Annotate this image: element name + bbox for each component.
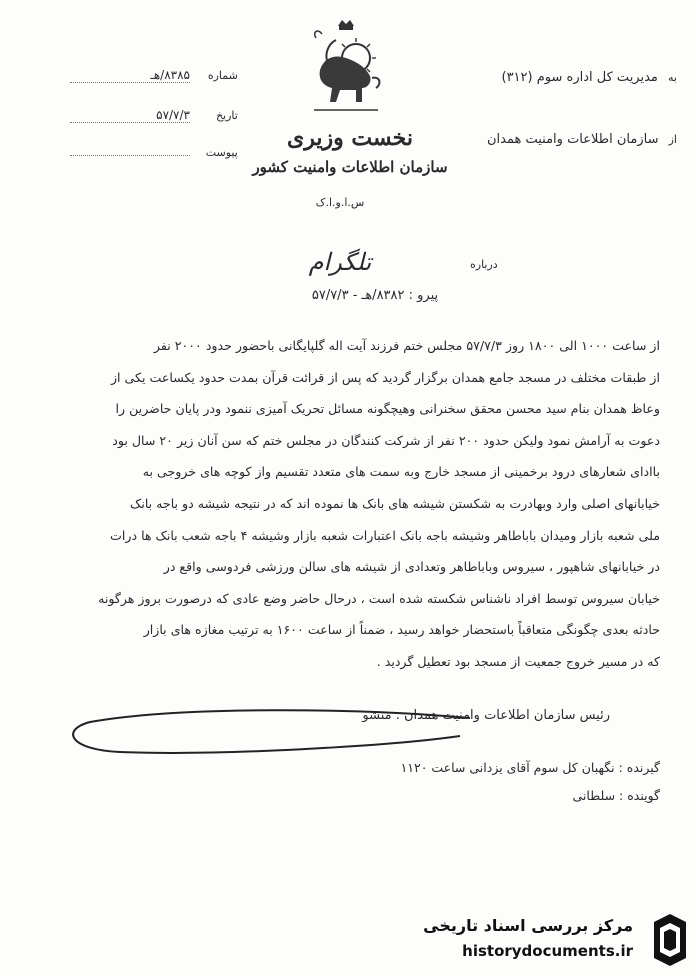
body-line: وعاظ همدان بنام سید محسن محقق سخنرانی وهیچگونه مسائل تحریک آمیزی ننمود ودر پایان حاضرین را (115, 401, 660, 417)
body-line: خیابانهای اصلی وارد وبهادرت به شکستن شیشه های بانک ها نموده اند که در نتیجه شیشه دو باجه بانک (130, 495, 660, 511)
attachment-value (70, 155, 190, 156)
letterhead-organization: سازمان اطلاعات وامنیت کشور (252, 158, 448, 176)
archive-logo-icon (650, 912, 690, 968)
body-line: دعوت به آرامش نمود ولیکن حدود ۲۰۰ نفر از شرکت کنندگان در مجلس ختم که سن آنان زیر ۲۰ سال بود (112, 432, 660, 448)
to-label: به (668, 71, 677, 84)
date-field (70, 108, 238, 123)
to-value: مدیریت کل اداره سوم (۳۱۲) (501, 70, 658, 85)
body-line: باادای شعارهای درود برخمینی از مسجد خارج وبه سمت های متعدد تقسیم واز کوچه های خروجی به (142, 464, 660, 480)
body-line: خیابان سیروس توسط افراد ناشناس شکسته شده است ، درحال حاضر وضع عادی که درصورت بروز هرگونه (98, 590, 660, 606)
number-field (70, 68, 238, 83)
lion-and-sun-emblem-icon (306, 18, 386, 118)
letterhead-title: نخست وزیری (287, 125, 413, 151)
letterhead-abbreviation: س.ا.و.ا.ک (315, 196, 365, 209)
body-line: از ساعت ۱۰۰۰ الی ۱۸۰۰ روز ۵۷/۷/۳ مجلس ختم فرزند آیت اله گلپایگانی باحضور حدود ۲۰۰۰ نفر (153, 338, 660, 353)
body-line: در خیابانهای شاهپور ، سیروس وباباطاهر وتعدادی از شیشه های سالن ورزشی فردوسی واقع در (163, 559, 660, 575)
from-field (487, 132, 677, 147)
watermark-english: historydocuments.ir (462, 942, 633, 960)
from-label: از (668, 133, 677, 146)
body-line: حادثه بعدی چگونگی متعاقباً باستحضار خواهد رسید ، ضمناً از ساعت ۱۶۰۰ به ترتیب مغازه های بازار (143, 622, 660, 638)
from-value: سازمان اطلاعات وامنیت همدان (486, 132, 659, 147)
recipient-line: گیرنده : نگهبان کل سوم آقای یزدانی ساعت ۱۱۲۰ (400, 760, 660, 775)
watermark-persian: مرکز بررسی اسناد تاریخی (423, 916, 633, 935)
reference-line: پیرو : ۸۳۸۲/هـ - ۵۷/۷/۳ (311, 288, 439, 303)
regarding-label: درباره (470, 258, 498, 271)
body-line: ملی شعبه بازار ومیدان باباطاهر وشیشه باجه بانک اعتبارات شعبه بازار وشیشه ۴ باجه شعب بانک ها درات (110, 527, 660, 543)
attachment-label: پیوست (205, 146, 238, 159)
to-field (502, 70, 678, 85)
archive-watermark (410, 912, 695, 970)
number-value: ۸۳۸۵/هـ (70, 68, 190, 83)
body-text (40, 330, 660, 678)
body-line: از طبقات مختلف در مسجد جامع همدان برگزار گردید که پس از قرائت قرآن بمدت حدود یکساعت یکی از (110, 369, 660, 385)
document-type: تلگرام (308, 248, 372, 276)
sender-line: گوینده : سلطانی (572, 788, 660, 803)
number-label: شماره (207, 69, 238, 82)
attachment-field (70, 145, 238, 159)
date-label: تاریخ (215, 109, 238, 122)
body-line: که در مسیر خروج جمعیت از مسجد بود تعطیل گردید . (376, 653, 660, 669)
signature-line: رئیس سازمان اطلاعات وامنیت همدان . منشو (362, 708, 610, 723)
date-value: ۵۷/۷/۳ (70, 108, 190, 123)
